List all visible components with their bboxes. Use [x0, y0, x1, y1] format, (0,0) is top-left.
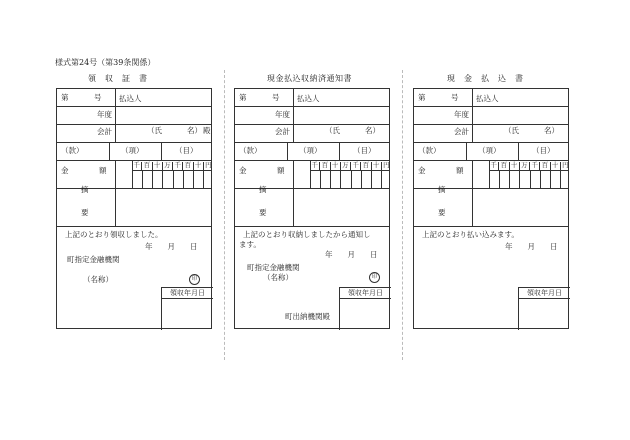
- summary-label-top: 摘: [259, 185, 267, 194]
- digit-column-line: [509, 171, 510, 189]
- form-3: [413, 88, 569, 329]
- digit-label: 百: [183, 162, 193, 171]
- amount-label-right: 額: [277, 166, 285, 175]
- digit-column-line: [530, 171, 531, 189]
- column-divider: [466, 143, 467, 161]
- number-label-right: 号: [451, 93, 459, 102]
- row-divider: [414, 142, 568, 143]
- digit-column-line: [152, 171, 153, 189]
- digit-label: 万: [520, 162, 530, 171]
- kan-label: （款）: [61, 146, 84, 155]
- digit-label: 百: [320, 162, 330, 171]
- date-label: 年 月 日: [505, 242, 558, 251]
- kan-label: （款）: [239, 146, 262, 155]
- digit-label: 百: [499, 162, 509, 171]
- number-label-right: 号: [94, 93, 102, 102]
- form-title: 現 金 払 込 書: [447, 74, 524, 83]
- digit-label: 十: [510, 162, 520, 171]
- column-divider: [287, 143, 288, 161]
- column-divider: [293, 89, 294, 143]
- row-divider: [414, 226, 568, 227]
- row-divider: [414, 124, 568, 125]
- summary-label-bottom: 要: [81, 208, 89, 217]
- receipt-date-box: [339, 287, 391, 330]
- column-divider: [109, 143, 110, 161]
- fiscal-year-label: 年度: [275, 110, 290, 119]
- digit-header: [132, 162, 213, 171]
- amount-label-right: 額: [99, 166, 107, 175]
- digit-column-line: [519, 171, 520, 189]
- kou-label: （項）: [299, 146, 322, 155]
- digit-column-line: [381, 171, 382, 189]
- amount-label-left: 金: [418, 166, 426, 175]
- account-label: 会計: [275, 127, 290, 136]
- form-1: [56, 88, 212, 329]
- institution-name-label: （名称）: [83, 275, 113, 284]
- amount-label-left: 金: [239, 166, 247, 175]
- name-label-right: 名）: [187, 126, 202, 135]
- treasury-addressee-label: 町出納機関殿: [285, 312, 330, 321]
- statement-text: 上記のとおり払い込みます。: [422, 230, 519, 239]
- summary-label-top: 摘: [81, 185, 89, 194]
- fiscal-year-label: 年度: [97, 110, 112, 119]
- institution-label: 町指定金融機関: [67, 255, 120, 264]
- seal-mark-icon: 印: [189, 274, 200, 285]
- digit-column-line: [540, 171, 541, 189]
- digit-header: [310, 162, 391, 171]
- statement-text: 上記のとおり収納しましたから通知し: [243, 230, 371, 239]
- digit-label: 十: [331, 162, 341, 171]
- digit-label: 十: [194, 162, 204, 171]
- amount-label-right: 額: [456, 166, 464, 175]
- receipt-date-label: 領収年月日: [162, 288, 213, 299]
- cut-line-1: [224, 70, 225, 360]
- name-label-right: 名）: [365, 126, 380, 135]
- digit-column-line: [142, 171, 143, 189]
- digit-column-line: [203, 171, 204, 189]
- form-title: 領 収 証 書: [88, 74, 148, 83]
- column-divider: [115, 161, 116, 227]
- digit-column-line: [550, 171, 551, 189]
- digit-column-line: [351, 171, 352, 189]
- digit-label: 百: [361, 162, 371, 171]
- date-label: 年 月 日: [145, 242, 198, 251]
- digit-column-line: [320, 171, 321, 189]
- statement-text-cont: ます。: [239, 240, 261, 249]
- digit-column-line: [371, 171, 372, 189]
- digit-label: 百: [142, 162, 152, 171]
- digit-column-line: [560, 171, 561, 189]
- row-divider: [235, 226, 389, 227]
- account-label: 会計: [454, 127, 469, 136]
- date-label: 年 月 日: [325, 250, 378, 259]
- row-divider: [57, 226, 211, 227]
- institution-label: 町指定金融機関: [247, 263, 300, 272]
- digit-label: 千: [351, 162, 361, 171]
- summary-label-bottom: 要: [438, 208, 446, 217]
- number-label-left: 第: [418, 93, 426, 102]
- digit-label: 千: [530, 162, 540, 171]
- payer-label: 払込人: [297, 94, 320, 103]
- digit-column-line: [173, 171, 174, 189]
- digit-label: 万: [341, 162, 351, 171]
- column-divider: [472, 161, 473, 227]
- digit-header: [489, 162, 570, 171]
- receipt-date-label: 領収年月日: [519, 288, 570, 299]
- digit-column-line: [330, 171, 331, 189]
- digit-label: 千: [132, 162, 142, 171]
- receipt-date-box: [161, 287, 213, 330]
- form-title: 現金払込収納済通知書: [267, 74, 352, 83]
- name-suffix: 殿: [203, 126, 211, 135]
- digit-column-line: [340, 171, 341, 189]
- moku-label: （目）: [353, 146, 376, 155]
- form-2: [234, 88, 390, 329]
- kan-label: （款）: [418, 146, 441, 155]
- digit-label: 十: [551, 162, 561, 171]
- row-divider: [57, 106, 211, 107]
- cut-line-2: [402, 70, 403, 360]
- row-divider: [235, 124, 389, 125]
- summary-label-bottom: 要: [259, 208, 267, 217]
- moku-label: （目）: [532, 146, 555, 155]
- seal-mark-icon: 印: [369, 272, 380, 283]
- column-divider: [339, 143, 340, 161]
- column-divider: [518, 143, 519, 161]
- column-divider: [161, 143, 162, 161]
- receipt-date-box: [518, 287, 570, 330]
- name-label-right: 名）: [544, 126, 559, 135]
- digit-label: 千: [173, 162, 183, 171]
- fiscal-year-label: 年度: [454, 110, 469, 119]
- digit-label: 千: [310, 162, 320, 171]
- digit-label: 円: [383, 161, 390, 169]
- name-label-left: （氏: [147, 126, 162, 135]
- form-code: 様式第24号（第39条関係）: [55, 58, 156, 67]
- row-divider: [235, 106, 389, 107]
- row-divider: [414, 106, 568, 107]
- digit-label: 円: [205, 161, 212, 169]
- digit-label: 万: [163, 162, 173, 171]
- account-label: 会計: [97, 127, 112, 136]
- summary-label-top: 摘: [438, 185, 446, 194]
- amount-label-left: 金: [61, 166, 69, 175]
- column-divider: [472, 89, 473, 143]
- row-divider: [57, 124, 211, 125]
- number-label-left: 第: [239, 93, 247, 102]
- digit-label: 十: [153, 162, 163, 171]
- digit-column-line: [183, 171, 184, 189]
- name-label-left: （氏: [325, 126, 340, 135]
- digit-column-line: [162, 171, 163, 189]
- name-label-left: （氏: [504, 126, 519, 135]
- digit-label: 百: [540, 162, 550, 171]
- row-divider: [57, 142, 211, 143]
- column-divider: [293, 161, 294, 227]
- statement-text: 上記のとおり領収しました。: [65, 230, 163, 239]
- payer-label: 払込人: [476, 94, 499, 103]
- kou-label: （項）: [478, 146, 501, 155]
- number-label-right: 号: [272, 93, 280, 102]
- row-divider: [235, 142, 389, 143]
- receipt-date-label: 領収年月日: [340, 288, 391, 299]
- payer-label: 払込人: [119, 94, 142, 103]
- moku-label: （目）: [175, 146, 198, 155]
- digit-column-line: [193, 171, 194, 189]
- number-label-left: 第: [61, 93, 69, 102]
- digit-column-line: [499, 171, 500, 189]
- digit-label: 円: [562, 161, 569, 169]
- digit-label: 千: [489, 162, 499, 171]
- digit-label: 十: [372, 162, 382, 171]
- digit-column-line: [361, 171, 362, 189]
- institution-name-label: （名称）: [263, 273, 293, 282]
- kou-label: （項）: [121, 146, 144, 155]
- column-divider: [115, 89, 116, 143]
